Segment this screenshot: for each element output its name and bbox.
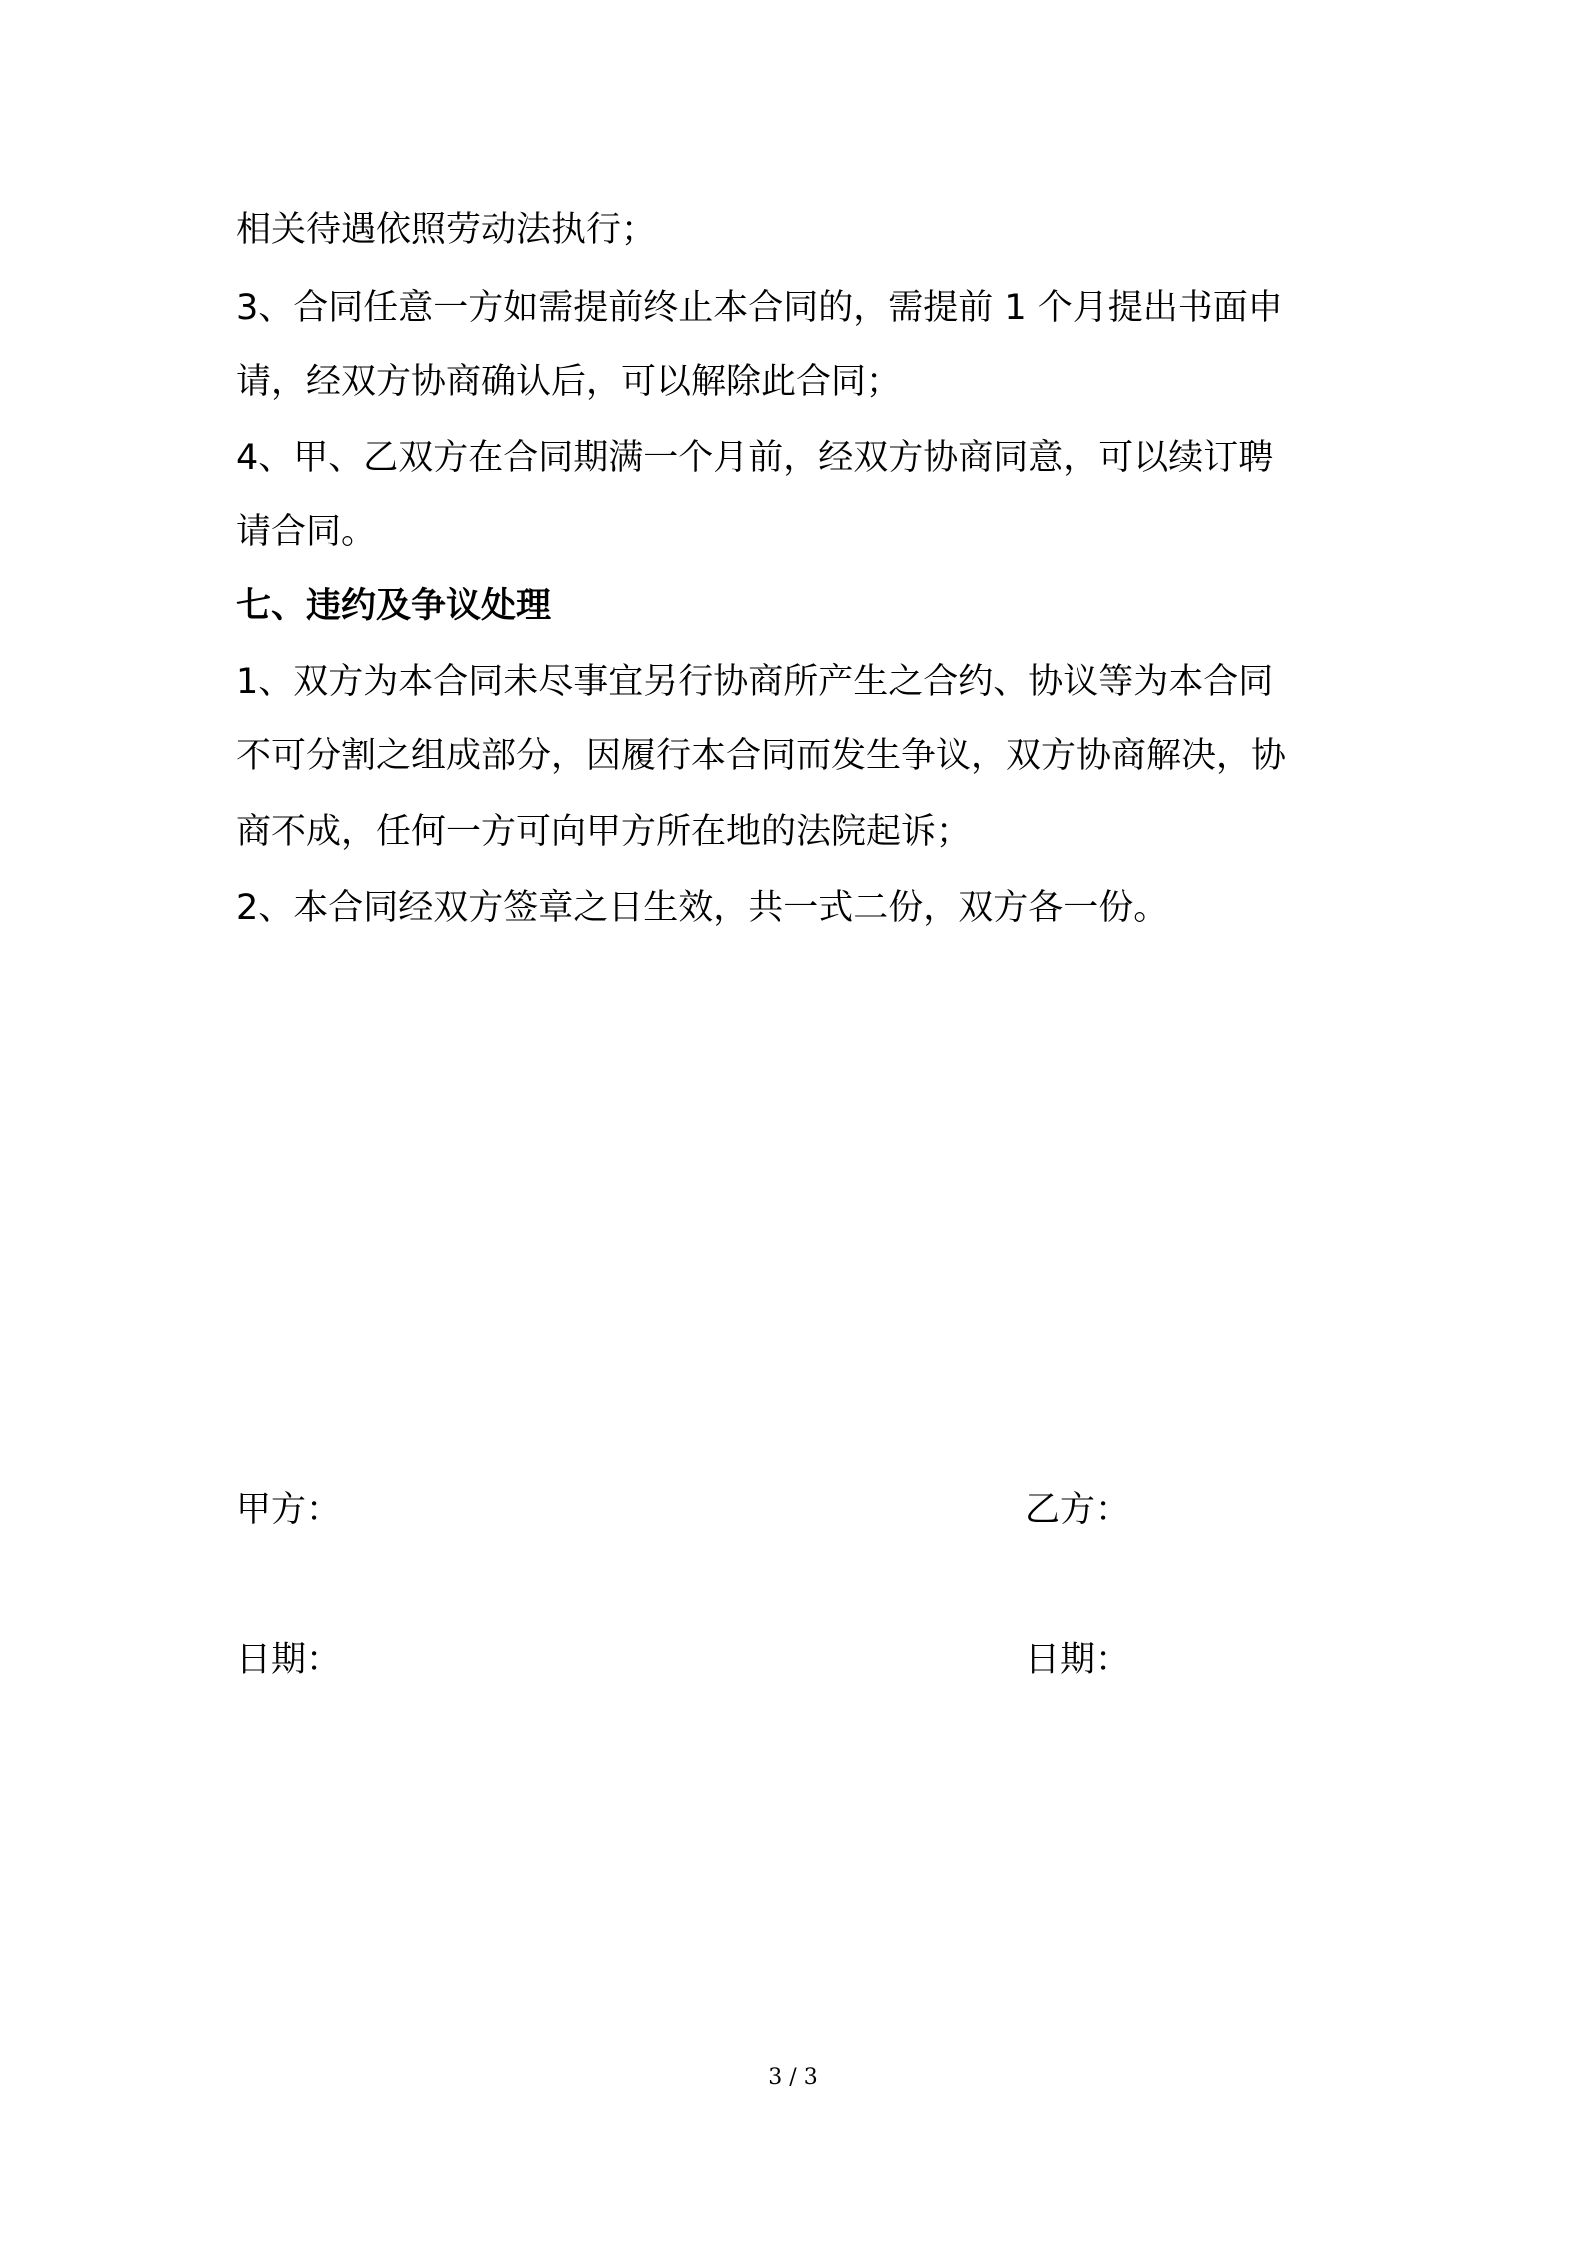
clause-line: 不可分割之组成部分，因履行本合同而发生争议，双方协商解决，协 bbox=[236, 736, 1287, 776]
clause-line: 2、本合同经双方签章之日生效，共一式二份，双方各一份。 bbox=[236, 888, 1169, 928]
section-heading: 七、违约及争议处理 bbox=[236, 586, 552, 626]
party-b-date-label: 日期： bbox=[1025, 1640, 1131, 1680]
clause-line: 1、双方为本合同未尽事宜另行协商所产生之合约、协议等为本合同 bbox=[236, 662, 1274, 702]
clause-line: 4、甲、乙双方在合同期满一个月前，经双方协商同意，可以续订聘 bbox=[236, 438, 1274, 478]
clause-line: 相关待遇依照劳动法执行； bbox=[236, 210, 657, 250]
clause-line: 商不成，任何一方可向甲方所在地的法院起诉； bbox=[236, 812, 972, 852]
party-a-date-label: 日期： bbox=[236, 1640, 342, 1680]
page-number: 3 / 3 bbox=[768, 2065, 818, 2090]
party-a-label: 甲方： bbox=[236, 1490, 342, 1530]
clause-line: 3、合同任意一方如需提前终止本合同的，需提前 1 个月提出书面申 bbox=[236, 288, 1283, 328]
clause-line: 请合同。 bbox=[236, 512, 377, 552]
clause-line: 请，经双方协商确认后，可以解除此合同； bbox=[236, 362, 902, 402]
party-b-label: 乙方： bbox=[1025, 1490, 1131, 1530]
